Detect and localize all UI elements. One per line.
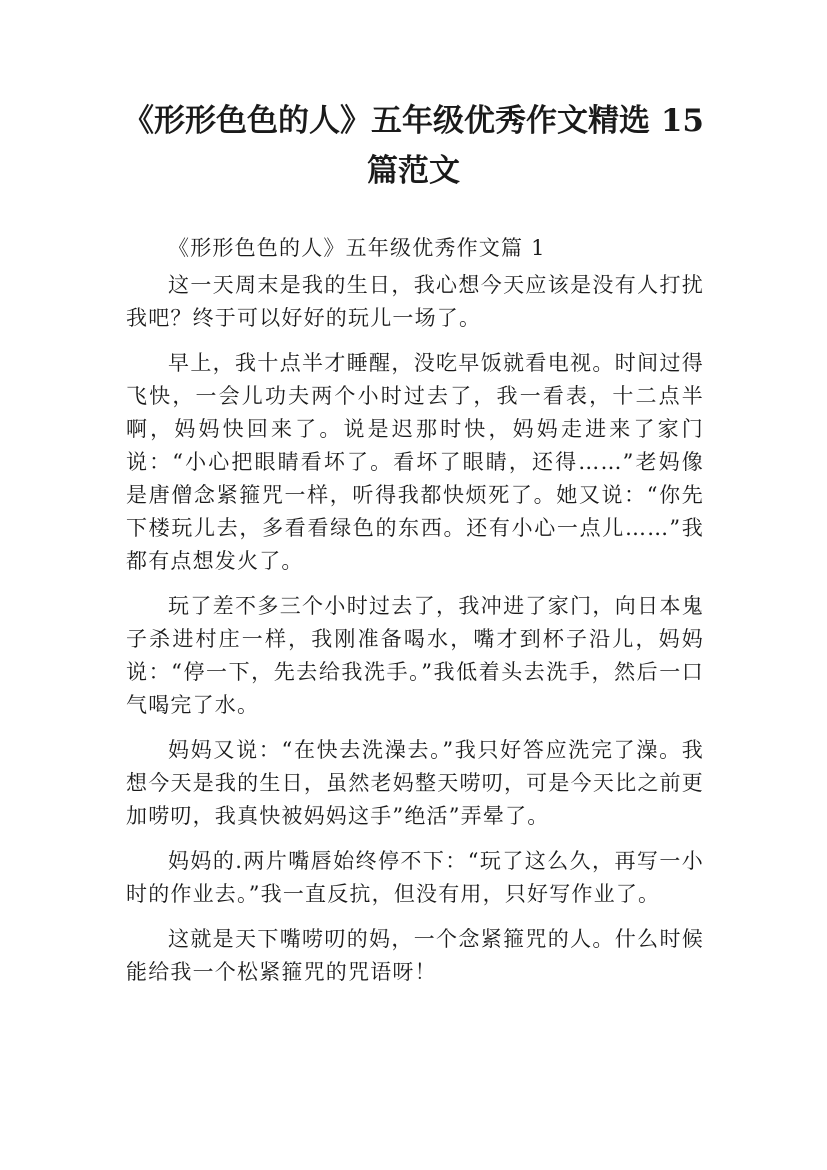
paragraph-2: 早上，我十点半才睡醒，没吃早饭就看电视。时间过得飞快，一会儿功夫两个小时过去了，我一看表，十二点半啊，妈妈快回来了。说是迟那时快，妈妈走进来了家门说：“小心把眼睛看坏了。看坏了眼睛，还得……”老妈像是唐僧念紧箍咒一样，听得我都快烦死了。她又说：“你先下楼玩儿去，多看看绿色的东西。还有小心一点儿……”我都有点想发火了。 [126,351,704,573]
document-body [126,232,704,1001]
paragraph-3: 玩了差不多三个小时过去了，我冲进了家门，向日本鬼子杀进村庄一样，我刚准备喝水，嘴才到杯子沿儿，妈妈说：“停一下，先去给我洗手。”我低着头去洗手，然后一口气喝完了水。 [126,594,704,717]
paragraph-6: 这就是天下嘴唠叨的妈，一个念紧箍咒的人。什么时候能给我一个松紧箍咒的咒语呀！ [126,927,704,984]
paragraph-4: 妈妈又说：“在快去洗澡去。”我只好答应洗完了澡。我想今天是我的生日，虽然老妈整天唠叨，可是今天比之前更加唠叨，我真快被妈妈这手”绝活”弄晕了。 [126,738,704,828]
paragraph-5: 妈妈的.两片嘴唇始终停不下：“玩了这么久，再写一小时的作业去。”我一直反抗，但没有用，只好写作业了。 [126,849,704,906]
essay-heading: 《形形色色的人》五年级优秀作文篇 1 [168,236,546,260]
document-title: 《形形色色的人》五年级优秀作文精选 15 篇范文 [123,103,704,189]
paragraph-1: 这一天周末是我的生日，我心想今天应该是没有人打扰我吧？终于可以好好的玩儿一场了。 [126,273,704,330]
